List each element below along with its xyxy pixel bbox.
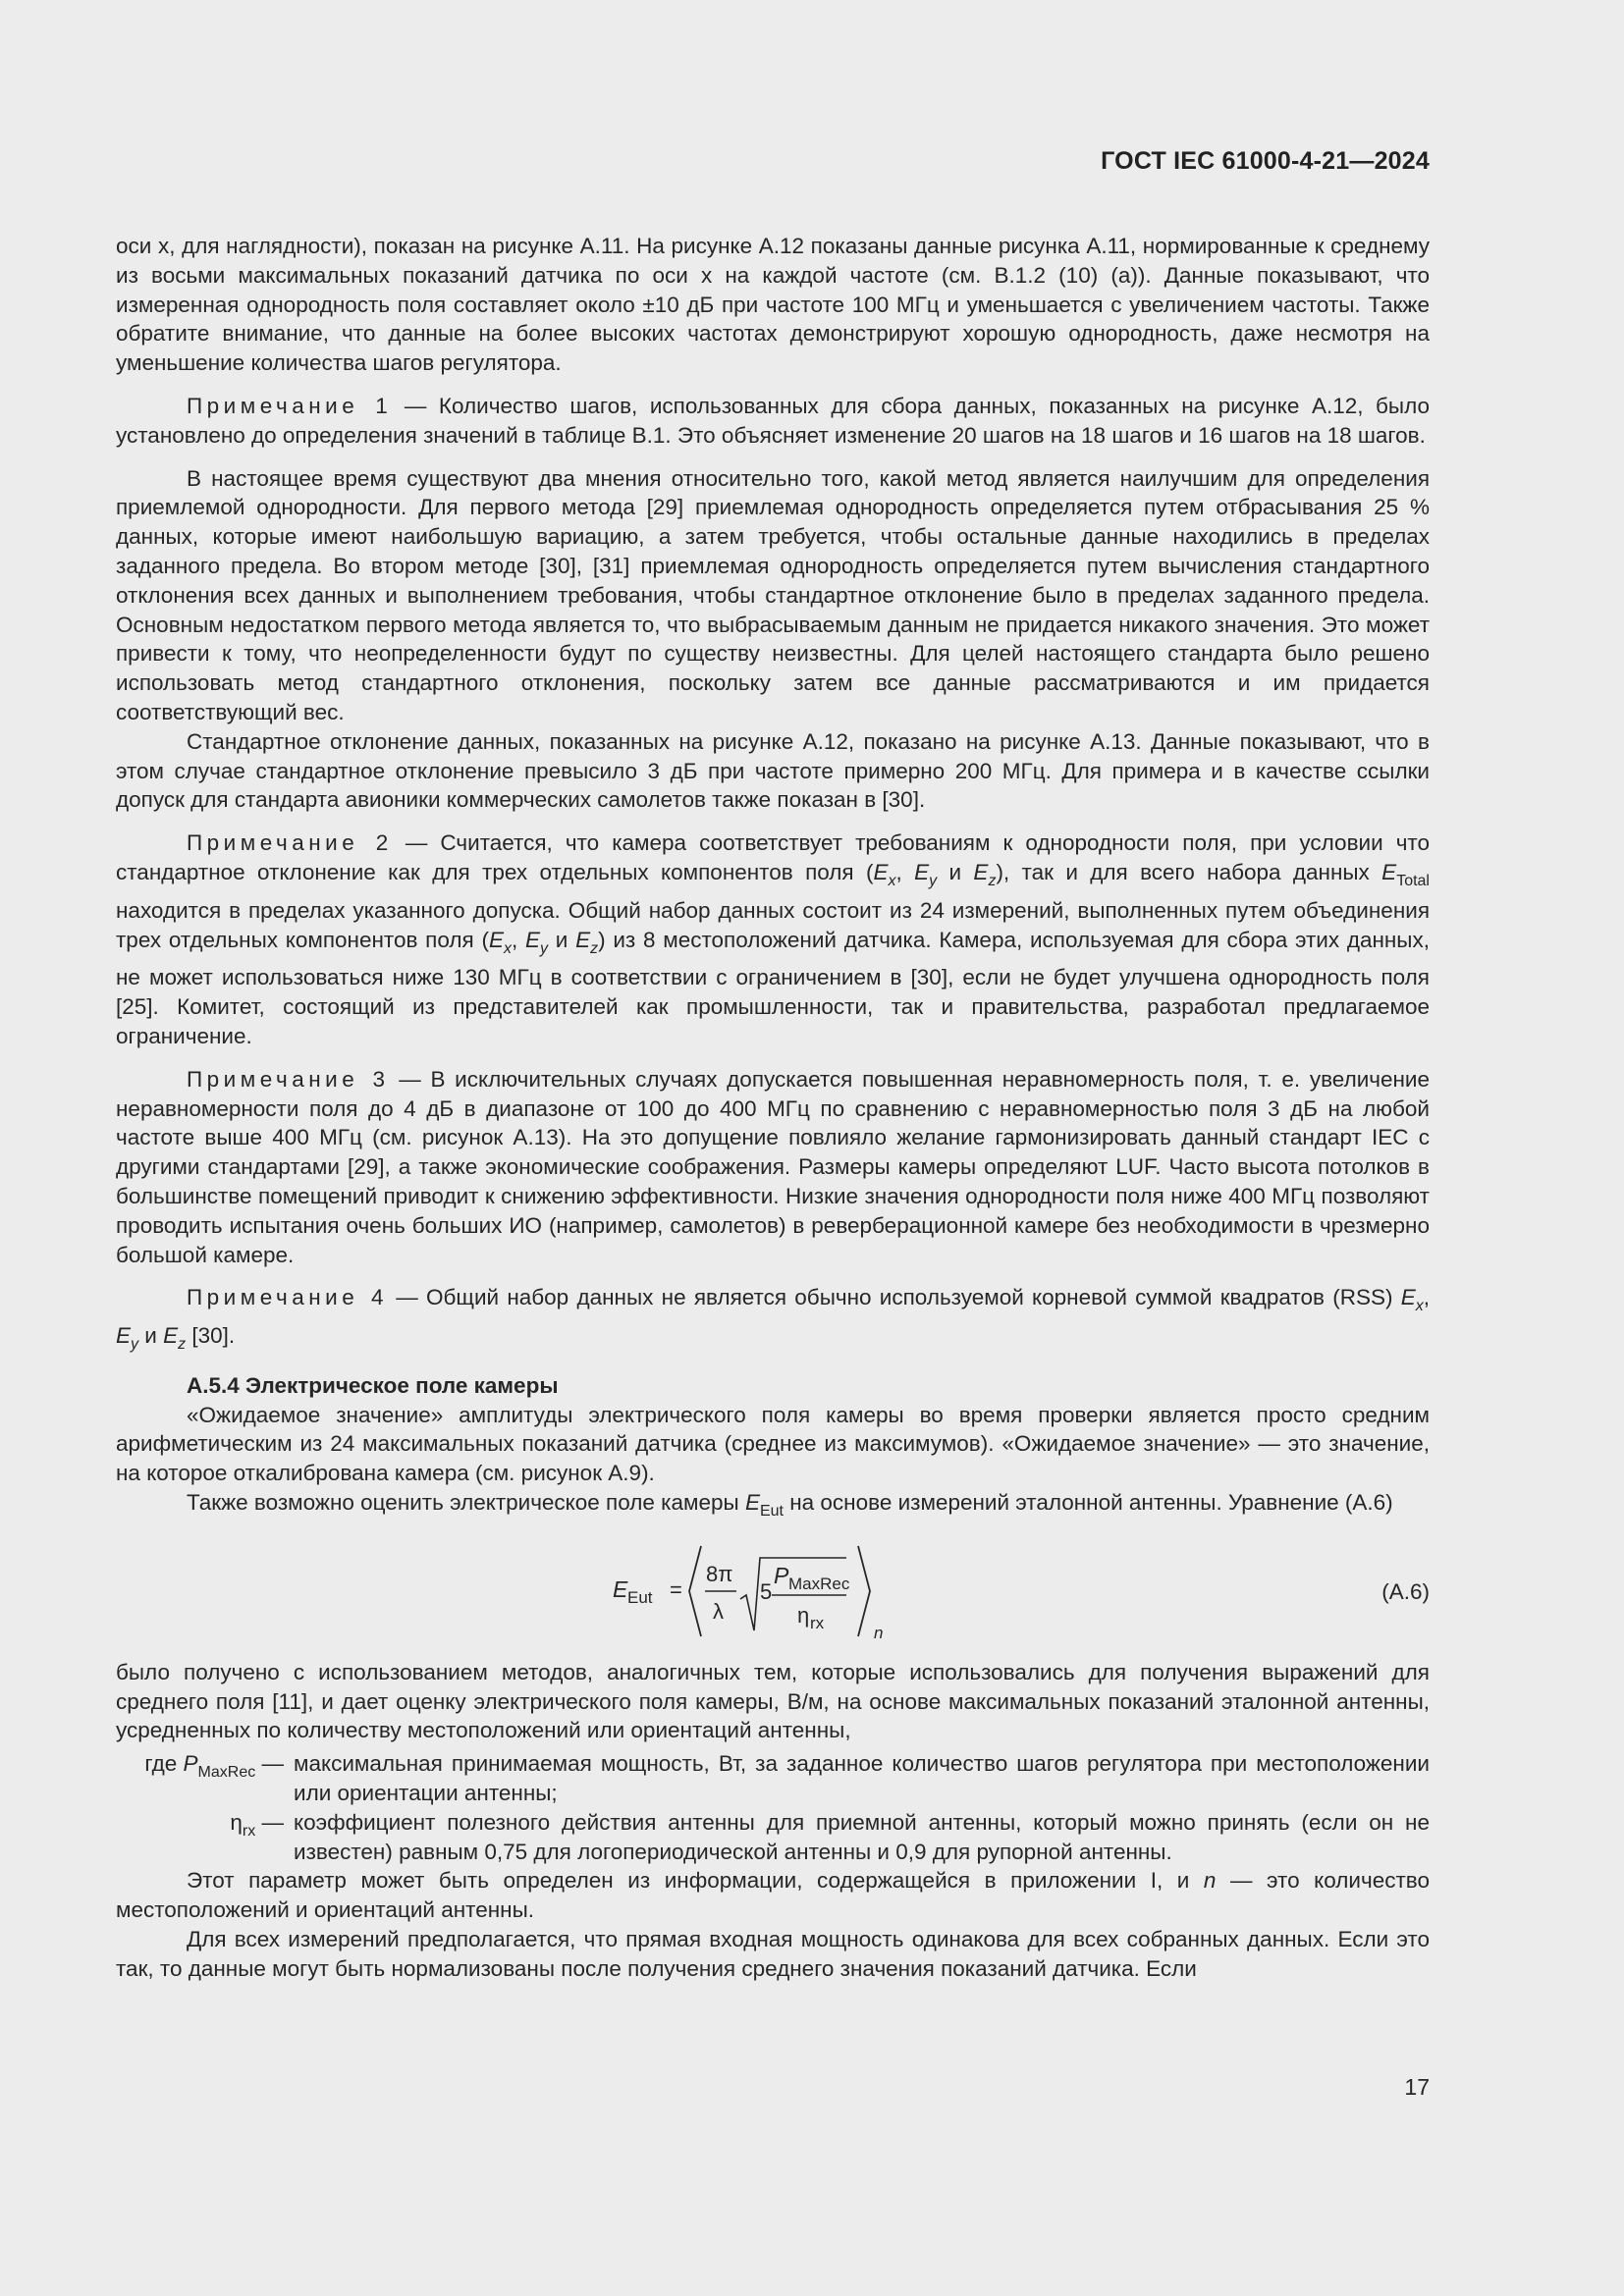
equation-body [116,1540,1430,1650]
paragraph-1: оси x, для наглядности), показан на рисунке А.11. На рисунке А.12 показаны данные рисунка А.11, нормированные к среднему из восьми максимальных показаний датчика по оси x на каждой частоте (см. В.1.2 (10) (a)). Данные показывают, что измеренная однородность поля составляет около ±10 дБ при частоте 100 МГц и уменьшается с увеличением частоты. Также обратите внимание, что данные на более высоких частотах демонстрируют хорошую однородность, даже несмотря на уменьшение количества шагов регулятора. [116,234,1430,376]
equation-graphic [611,1540,935,1642]
equation-number: (А.6) [1381,1578,1430,1604]
definition-list [116,1749,1430,1866]
paragraph-8: Для всех измерений предполагается, что прямая входная мощность одинакова для всех собранных данных. Если это так, то данные могут быть нормализованы после получения среднего значения показаний датчика. Если [116,1927,1430,1981]
svg-text:η: η [797,1602,810,1628]
paragraph-2: В настоящее время существуют два мнения относительно того, какой метод является наилучшим для определения приемлемой однородности. Для первого метода [29] приемлемая однородность определяется путем отбрасывания 25 % данных, которые имеют наибольшую вариацию, а затем требуется, чтобы остальные данные находились в пределах заданного предела. Во втором методе [30], [31] приемлемая однородность определяется путем вычисления стандартного отклонения всех данных и выполнением требования, чтобы стандартное отклонение было в пределах заданного предела. Основным недостатком первого метода является то, что выбрасываемым данным не придается никакого значения. Это может привести к тому, что неопределенности будут по существу неизвестны. Для целей настоящего стандарта было решено использовать метод стандартного отклонения, поскольку затем все данные рассматриваются и им придается соответствующий вес. [116,465,1430,724]
note-label: Примечание 2 [187,830,393,856]
definition-term: $\eta_{rx}$ — [230,1809,284,1840]
paragraph-7: Этот параметр может быть определен из информации, содержащейся в приложении I, и n — это количество местоположений и ориентаций антенны. [116,1868,1430,1923]
page-number: 17 [1404,2074,1430,2100]
note-2: Примечание 2 — Считается, что камера соответствует требованиям к однородности поля, при условии что стандартное отклонение как для трех отдельных компонентов поля ($E_x$, $E_y$ и $E_z$), так и для всего набора данных $E_{Total}$ находится в пределах указанного допуска. Общий набор данных состоит из 24 измерений, выполненных путем объединения трех отдельных компонентов поля ($E_x$, $E_y$ и $E_z$) из 8 местоположений датчика. Камера, используемая для сбора этих данных, не может использоваться ниже 130 МГц в соответствии с ограничением в [30], если не будет улучшена однородность поля [25]. Комитет, состоящий из представителей как промышленности, так и правительства, разработал предлагаемое ограничение. [116,830,1430,1048]
svg-text:5: 5 [760,1578,773,1604]
svg-text:λ: λ [713,1598,724,1624]
equation-a6 [116,1540,1430,1642]
note-4: Примечание 4 — Общий набор данных не является обычно используемой корневой суммой квадратов (RSS) $E_x$, $E_y$ и $E_z$ [30]. [116,1285,1430,1354]
note-label: Примечание 4 [187,1285,389,1310]
paragraph-4: «Ожидаемое значение» амплитуды электрического поля камеры во время проверки является просто средним арифметическим из 24 максимальных показаний датчика (среднее из максимумов). «Ожидаемое значение» — это значение, на которое откалибрована камера (см. рисунок А.9). [116,1402,1430,1486]
definition-item [116,1808,1430,1867]
definition-term: где $P_{MaxRec}$ — [144,1751,284,1782]
note-label: Примечание 1 [187,393,393,418]
svg-text:=: = [670,1576,682,1602]
svg-text:8π: 8π [706,1561,733,1586]
svg-text:E: E [613,1575,628,1602]
svg-text:MaxRec: MaxRec [788,1574,850,1593]
note-3: Примечание 3 — В исключительных случаях допускается повышенная неравномерность поля, т. е. увеличение неравномерности поля до 4 дБ в диапазоне от 100 до 400 МГц по сравнению с неравномерностью поля 3 дБ на любой частоте выше 400 МГц (см. рисунок А.13). На это допущение повлияло желание гармонизировать данный стандарт IEC с другими стандартами [29], а также экономические соображения. Размеры камеры определяют LUF. Часто высота потолков в большинстве помещений приводит к снижению эффективности. Низкие значения однородности поля ниже 400 МГц позволяют проводить испытания очень больших ИО (например, самолетов) в реверберационной камере без необходимости в чрезмерно большой камере. [116,1066,1431,1267]
paragraph-5: Также возможно оценить электрическое поле камеры $E_{Eut}$ на основе измерений эталонной антенны. Уравнение (А.6) [187,1490,1393,1521]
paragraph-6: было получено с использованием методов, аналогичных тем, которые использовались для получения выражений для среднего поля [11], и дает оценку электрического поля камеры, В/м, на основе максимальных показаний эталонной антенны, усредненных по количеству местоположений или ориентаций антенны, [116,1659,1430,1743]
note-label: Примечание 3 [187,1066,390,1092]
section-title: А.5.4 Электрическое поле камеры [187,1372,559,1398]
svg-text:P: P [774,1562,789,1588]
svg-text:rx: rx [810,1613,825,1632]
document-header: ГОСТ IEC 61000-4-21—2024 [1101,147,1430,175]
definition-text: коэффициент полезного действия антенны для приемной антенны, который можно принять (если он не известен) равным 0,75 для логопериодической антенны и 0,9 для рупорной антенны. [294,1809,1430,1864]
definition-text: максимальная принимаемая мощность, Вт, за заданное количество шагов регулятора при местоположении или ориентации антенны; [294,1751,1430,1806]
svg-text:Eut: Eut [627,1587,653,1607]
paragraph-3: Стандартное отклонение данных, показанных на рисунке А.12, показано на рисунке А.13. Данные показывают, что в этом случае стандартное отклонение превысило 3 дБ при частоте примерно 200 МГц. Для примера и в качестве ссылки допуск для стандарта авионики коммерческих самолетов также показан в [30]. [116,728,1430,813]
note-1: Примечание 1 — Количество шагов, использованных для сбора данных, показанных на рисунке А.12, было установлено до определения значений в таблице В.1. Это объясняет изменение 20 шагов на 18 шагов и 16 шагов на 18 шагов. [116,393,1430,448]
definition-item [116,1749,1430,1808]
svg-text:n: n [874,1623,884,1642]
document-body [116,232,1430,1984]
